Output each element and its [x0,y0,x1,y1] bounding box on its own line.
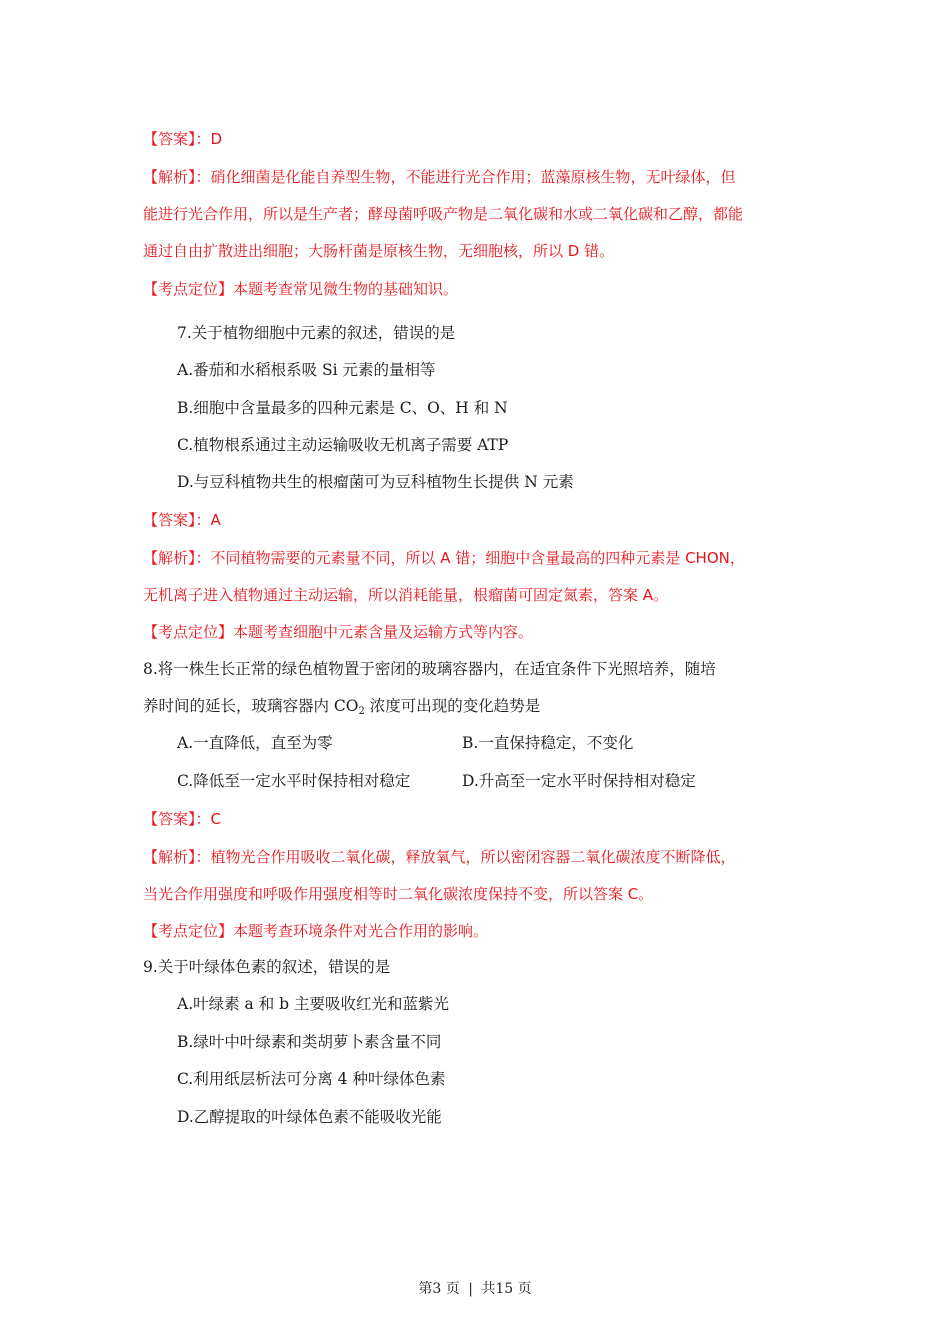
q7-option-b: B.细胞中含量最多的四种元素是 C、O、H 和 N [177,399,508,417]
q6-knowledge-point: 【考点定位】本题考查常见微生物的基础知识。 [143,280,459,298]
q9-option-b: B.绿叶中叶绿素和类胡萝卜素含量不同 [177,1033,442,1051]
q9-option-a: A.叶绿素 a 和 b 主要吸收红光和蓝紫光 [177,995,449,1013]
q8-answer: 【答案】：C [143,810,221,828]
q9-option-d: D.乙醇提取的叶绿体色素不能吸收光能 [177,1108,442,1126]
q8-analysis-line-2: 当光合作用强度和呼吸作用强度相等时二氧化碳浓度保持不变，所以答案 C。 [143,885,654,903]
q6-analysis-line-1: 【解析】：硝化细菌是化能自养型生物，不能进行光合作用；蓝藻原核生物，无叶绿体，但 [143,168,736,186]
q7-knowledge-point: 【考点定位】本题考查细胞中元素含量及运输方式等内容。 [143,623,534,641]
q8-stem-part-b: 浓度可出现的变化趋势是 [364,697,541,715]
page-number: 第3 页 [418,1281,460,1297]
q8-analysis-line-1: 【解析】：植物光合作用吸收二氧化碳，释放氧气，所以密闭容器二氧化碳浓度不断降低， [143,848,736,866]
q8-stem-line-1: 8.将一株生长正常的绿色植物置于密闭的玻璃容器内，在适宜条件下光照培养，随培 [143,660,716,678]
q7-answer: 【答案】：A [143,511,221,529]
q7-option-c: C.植物根系通过主动运输吸收无机离子需要 ATP [177,436,509,454]
page-total: 共15 页 [481,1281,532,1297]
q6-analysis-line-3: 通过自由扩散进出细胞；大肠杆菌是原核生物，无细胞核，所以 D 错。 [143,242,615,260]
q7-analysis-line-2: 无机离子进入植物通过主动运输，所以消耗能量，根瘤菌可固定氮素，答案 A。 [143,586,669,604]
q7-stem: 7.关于植物细胞中元素的叙述，错误的是 [177,324,456,342]
q9-option-c: C.利用纸层析法可分离 4 种叶绿体色素 [177,1070,446,1088]
footer-separator: | [468,1281,473,1297]
q7-analysis-line-1: 【解析】：不同植物需要的元素量不同，所以 A 错；细胞中含量最高的四种元素是 CHON， [143,549,745,567]
q8-stem-line-2 [143,695,540,723]
q8-option-b: B.一直保持稳定，不变化 [462,734,634,752]
q8-stem-subscript: 2 [358,706,365,717]
q8-option-a: A.一直降低，直至为零 [177,734,333,752]
q6-analysis-line-2: 能进行光合作用，所以是生产者；酵母菌呼吸产物是二氧化碳和水或二氧化碳和乙醇，都能 [143,205,744,223]
q9-stem: 9.关于叶绿体色素的叙述，错误的是 [143,958,391,976]
page-footer [0,1278,950,1298]
q6-answer: 【答案】：D [143,130,223,148]
q8-stem-part-a: 养时间的延长，玻璃容器内 CO [143,697,359,715]
q7-option-d: D.与豆科植物共生的根瘤菌可为豆科植物生长提供 N 元素 [177,473,574,491]
q8-option-d: D.升高至一定水平时保持相对稳定 [462,772,696,790]
q7-option-a: A.番茄和水稻根系吸 Si 元素的量相等 [177,361,436,379]
q8-knowledge-point: 【考点定位】本题考查环境条件对光合作用的影响。 [143,922,489,940]
q8-option-c: C.降低至一定水平时保持相对稳定 [177,772,411,790]
